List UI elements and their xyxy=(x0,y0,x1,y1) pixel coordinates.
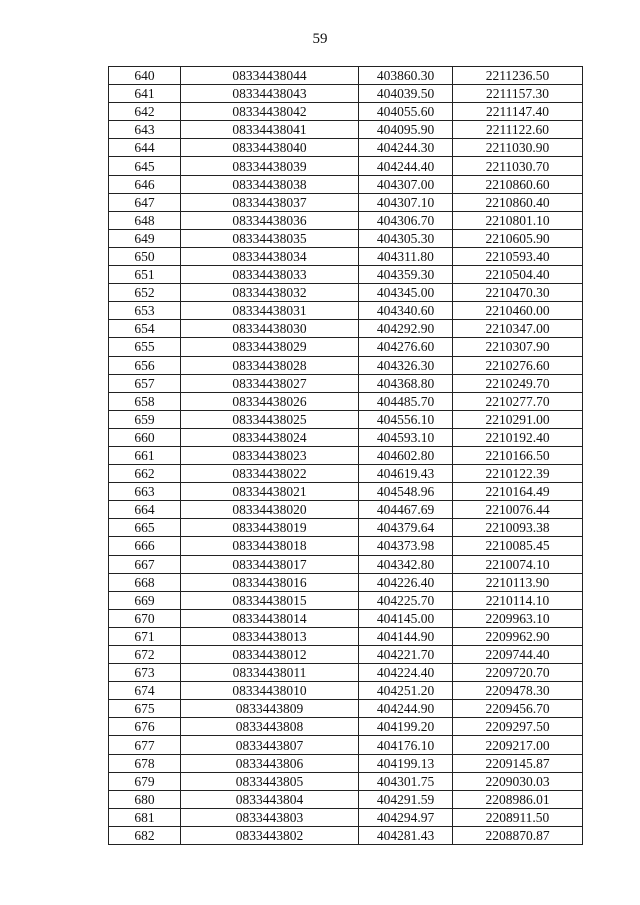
parcel-code-cell: 08334438032 xyxy=(181,284,359,302)
row-number-cell: 659 xyxy=(109,410,181,428)
x-coordinate-cell: 404244.40 xyxy=(359,157,453,175)
table-row xyxy=(109,284,583,302)
row-number-cell: 670 xyxy=(109,609,181,627)
x-coordinate-cell: 404311.80 xyxy=(359,247,453,265)
y-coordinate-cell: 2211030.70 xyxy=(453,157,583,175)
table-row xyxy=(109,483,583,501)
row-number-cell: 665 xyxy=(109,519,181,537)
y-coordinate-cell: 2211147.40 xyxy=(453,103,583,121)
parcel-code-cell: 08334438015 xyxy=(181,591,359,609)
row-number-cell: 664 xyxy=(109,501,181,519)
table-row xyxy=(109,229,583,247)
parcel-code-cell: 0833443803 xyxy=(181,808,359,826)
parcel-code-cell: 08334438030 xyxy=(181,320,359,338)
row-number-cell: 642 xyxy=(109,103,181,121)
x-coordinate-cell: 404548.96 xyxy=(359,483,453,501)
y-coordinate-cell: 2208870.87 xyxy=(453,826,583,844)
parcel-code-cell: 08334438034 xyxy=(181,247,359,265)
coordinates-table xyxy=(108,66,583,845)
row-number-cell: 660 xyxy=(109,428,181,446)
x-coordinate-cell: 404294.97 xyxy=(359,808,453,826)
x-coordinate-cell: 404224.40 xyxy=(359,664,453,682)
y-coordinate-cell: 2210093.38 xyxy=(453,519,583,537)
x-coordinate-cell: 404176.10 xyxy=(359,736,453,754)
table-row xyxy=(109,211,583,229)
x-coordinate-cell: 404379.64 xyxy=(359,519,453,537)
row-number-cell: 657 xyxy=(109,374,181,392)
parcel-code-cell: 08334438017 xyxy=(181,555,359,573)
x-coordinate-cell: 404326.30 xyxy=(359,356,453,374)
x-coordinate-cell: 404307.10 xyxy=(359,193,453,211)
y-coordinate-cell: 2210460.00 xyxy=(453,302,583,320)
table-row xyxy=(109,754,583,772)
parcel-code-cell: 08334438026 xyxy=(181,392,359,410)
y-coordinate-cell: 2209720.70 xyxy=(453,664,583,682)
x-coordinate-cell: 404305.30 xyxy=(359,229,453,247)
y-coordinate-cell: 2209217.00 xyxy=(453,736,583,754)
table-row xyxy=(109,446,583,464)
x-coordinate-cell: 404602.80 xyxy=(359,446,453,464)
y-coordinate-cell: 2210593.40 xyxy=(453,247,583,265)
parcel-code-cell: 08334438042 xyxy=(181,103,359,121)
table-row xyxy=(109,700,583,718)
table-row xyxy=(109,519,583,537)
y-coordinate-cell: 2210860.60 xyxy=(453,175,583,193)
x-coordinate-cell: 404244.90 xyxy=(359,700,453,718)
table-body xyxy=(109,67,583,845)
x-coordinate-cell: 404039.50 xyxy=(359,85,453,103)
x-coordinate-cell: 404225.70 xyxy=(359,591,453,609)
x-coordinate-cell: 404251.20 xyxy=(359,682,453,700)
row-number-cell: 663 xyxy=(109,483,181,501)
y-coordinate-cell: 2209145.87 xyxy=(453,754,583,772)
row-number-cell: 651 xyxy=(109,266,181,284)
row-number-cell: 669 xyxy=(109,591,181,609)
y-coordinate-cell: 2209962.90 xyxy=(453,627,583,645)
x-coordinate-cell: 404359.30 xyxy=(359,266,453,284)
parcel-code-cell: 08334438011 xyxy=(181,664,359,682)
table-row xyxy=(109,664,583,682)
parcel-code-cell: 0833443806 xyxy=(181,754,359,772)
parcel-code-cell: 08334438014 xyxy=(181,609,359,627)
x-coordinate-cell: 404276.60 xyxy=(359,338,453,356)
x-coordinate-cell: 404306.70 xyxy=(359,211,453,229)
x-coordinate-cell: 404556.10 xyxy=(359,410,453,428)
parcel-code-cell: 08334438033 xyxy=(181,266,359,284)
parcel-code-cell: 08334438037 xyxy=(181,193,359,211)
table-row xyxy=(109,356,583,374)
row-number-cell: 678 xyxy=(109,754,181,772)
table-row xyxy=(109,772,583,790)
y-coordinate-cell: 2208986.01 xyxy=(453,790,583,808)
table-row xyxy=(109,374,583,392)
table-row xyxy=(109,790,583,808)
table-row xyxy=(109,247,583,265)
parcel-code-cell: 08334438029 xyxy=(181,338,359,356)
x-coordinate-cell: 404345.00 xyxy=(359,284,453,302)
table-row xyxy=(109,591,583,609)
table-row xyxy=(109,121,583,139)
x-coordinate-cell: 404145.00 xyxy=(359,609,453,627)
row-number-cell: 676 xyxy=(109,718,181,736)
x-coordinate-cell: 404301.75 xyxy=(359,772,453,790)
parcel-code-cell: 08334438013 xyxy=(181,627,359,645)
row-number-cell: 640 xyxy=(109,67,181,85)
y-coordinate-cell: 2210605.90 xyxy=(453,229,583,247)
row-number-cell: 662 xyxy=(109,465,181,483)
parcel-code-cell: 08334438024 xyxy=(181,428,359,446)
y-coordinate-cell: 2210122.39 xyxy=(453,465,583,483)
y-coordinate-cell: 2209030.03 xyxy=(453,772,583,790)
row-number-cell: 645 xyxy=(109,157,181,175)
table-row xyxy=(109,627,583,645)
row-number-cell: 677 xyxy=(109,736,181,754)
x-coordinate-cell: 404244.30 xyxy=(359,139,453,157)
parcel-code-cell: 08334438040 xyxy=(181,139,359,157)
parcel-code-cell: 08334438041 xyxy=(181,121,359,139)
row-number-cell: 673 xyxy=(109,664,181,682)
parcel-code-cell: 08334438031 xyxy=(181,302,359,320)
parcel-code-cell: 08334438016 xyxy=(181,573,359,591)
x-coordinate-cell: 404467.69 xyxy=(359,501,453,519)
table-row xyxy=(109,826,583,844)
parcel-code-cell: 0833443809 xyxy=(181,700,359,718)
table-row xyxy=(109,428,583,446)
y-coordinate-cell: 2210113.90 xyxy=(453,573,583,591)
x-coordinate-cell: 404340.60 xyxy=(359,302,453,320)
table-row xyxy=(109,808,583,826)
parcel-code-cell: 08334438025 xyxy=(181,410,359,428)
table-row xyxy=(109,193,583,211)
row-number-cell: 661 xyxy=(109,446,181,464)
y-coordinate-cell: 2209297.50 xyxy=(453,718,583,736)
page-number: 59 xyxy=(312,31,328,47)
x-coordinate-cell: 404281.43 xyxy=(359,826,453,844)
x-coordinate-cell: 404095.90 xyxy=(359,121,453,139)
row-number-cell: 649 xyxy=(109,229,181,247)
table-row xyxy=(109,555,583,573)
row-number-cell: 650 xyxy=(109,247,181,265)
y-coordinate-cell: 2210166.50 xyxy=(453,446,583,464)
row-number-cell: 682 xyxy=(109,826,181,844)
y-coordinate-cell: 2210192.40 xyxy=(453,428,583,446)
table-row xyxy=(109,157,583,175)
parcel-code-cell: 08334438044 xyxy=(181,67,359,85)
row-number-cell: 647 xyxy=(109,193,181,211)
row-number-cell: 668 xyxy=(109,573,181,591)
row-number-cell: 674 xyxy=(109,682,181,700)
table-row xyxy=(109,302,583,320)
y-coordinate-cell: 2210249.70 xyxy=(453,374,583,392)
parcel-code-cell: 08334438022 xyxy=(181,465,359,483)
y-coordinate-cell: 2210074.10 xyxy=(453,555,583,573)
x-coordinate-cell: 404368.80 xyxy=(359,374,453,392)
row-number-cell: 667 xyxy=(109,555,181,573)
y-coordinate-cell: 2210470.30 xyxy=(453,284,583,302)
parcel-code-cell: 08334438028 xyxy=(181,356,359,374)
y-coordinate-cell: 2209963.10 xyxy=(453,609,583,627)
x-coordinate-cell: 403860.30 xyxy=(359,67,453,85)
x-coordinate-cell: 404226.40 xyxy=(359,573,453,591)
row-number-cell: 675 xyxy=(109,700,181,718)
table-row xyxy=(109,609,583,627)
x-coordinate-cell: 404199.13 xyxy=(359,754,453,772)
y-coordinate-cell: 2211030.90 xyxy=(453,139,583,157)
parcel-code-cell: 08334438038 xyxy=(181,175,359,193)
y-coordinate-cell: 2210114.10 xyxy=(453,591,583,609)
table-row xyxy=(109,320,583,338)
row-number-cell: 648 xyxy=(109,211,181,229)
x-coordinate-cell: 404619.43 xyxy=(359,465,453,483)
table-row xyxy=(109,736,583,754)
y-coordinate-cell: 2211236.50 xyxy=(453,67,583,85)
row-number-cell: 646 xyxy=(109,175,181,193)
parcel-code-cell: 08334438027 xyxy=(181,374,359,392)
row-number-cell: 679 xyxy=(109,772,181,790)
parcel-code-cell: 08334438043 xyxy=(181,85,359,103)
x-coordinate-cell: 404342.80 xyxy=(359,555,453,573)
y-coordinate-cell: 2211122.60 xyxy=(453,121,583,139)
table-row xyxy=(109,392,583,410)
row-number-cell: 653 xyxy=(109,302,181,320)
y-coordinate-cell: 2208911.50 xyxy=(453,808,583,826)
y-coordinate-cell: 2209456.70 xyxy=(453,700,583,718)
x-coordinate-cell: 404291.59 xyxy=(359,790,453,808)
y-coordinate-cell: 2210076.44 xyxy=(453,501,583,519)
row-number-cell: 643 xyxy=(109,121,181,139)
table-row xyxy=(109,537,583,555)
y-coordinate-cell: 2209744.40 xyxy=(453,646,583,664)
parcel-code-cell: 08334438019 xyxy=(181,519,359,537)
parcel-code-cell: 0833443808 xyxy=(181,718,359,736)
table-row xyxy=(109,338,583,356)
x-coordinate-cell: 404199.20 xyxy=(359,718,453,736)
x-coordinate-cell: 404485.70 xyxy=(359,392,453,410)
row-number-cell: 652 xyxy=(109,284,181,302)
parcel-code-cell: 08334438021 xyxy=(181,483,359,501)
y-coordinate-cell: 2210307.90 xyxy=(453,338,583,356)
y-coordinate-cell: 2210504.40 xyxy=(453,266,583,284)
table-row xyxy=(109,266,583,284)
x-coordinate-cell: 404373.98 xyxy=(359,537,453,555)
parcel-code-cell: 08334438018 xyxy=(181,537,359,555)
row-number-cell: 680 xyxy=(109,790,181,808)
row-number-cell: 655 xyxy=(109,338,181,356)
parcel-code-cell: 08334438035 xyxy=(181,229,359,247)
table-row xyxy=(109,175,583,193)
parcel-code-cell: 08334438012 xyxy=(181,646,359,664)
table-row xyxy=(109,139,583,157)
table-row xyxy=(109,410,583,428)
y-coordinate-cell: 2210860.40 xyxy=(453,193,583,211)
y-coordinate-cell: 2210347.00 xyxy=(453,320,583,338)
x-coordinate-cell: 404307.00 xyxy=(359,175,453,193)
y-coordinate-cell: 2210164.49 xyxy=(453,483,583,501)
parcel-code-cell: 08334438020 xyxy=(181,501,359,519)
table-row xyxy=(109,103,583,121)
x-coordinate-cell: 404221.70 xyxy=(359,646,453,664)
table-row xyxy=(109,718,583,736)
table-row xyxy=(109,67,583,85)
row-number-cell: 666 xyxy=(109,537,181,555)
row-number-cell: 654 xyxy=(109,320,181,338)
parcel-code-cell: 0833443802 xyxy=(181,826,359,844)
table-row xyxy=(109,682,583,700)
parcel-code-cell: 08334438010 xyxy=(181,682,359,700)
table-row xyxy=(109,501,583,519)
y-coordinate-cell: 2211157.30 xyxy=(453,85,583,103)
parcel-code-cell: 0833443805 xyxy=(181,772,359,790)
y-coordinate-cell: 2210276.60 xyxy=(453,356,583,374)
y-coordinate-cell: 2210277.70 xyxy=(453,392,583,410)
x-coordinate-cell: 404593.10 xyxy=(359,428,453,446)
y-coordinate-cell: 2210085.45 xyxy=(453,537,583,555)
row-number-cell: 658 xyxy=(109,392,181,410)
table-row xyxy=(109,465,583,483)
parcel-code-cell: 08334438036 xyxy=(181,211,359,229)
row-number-cell: 671 xyxy=(109,627,181,645)
x-coordinate-cell: 404292.90 xyxy=(359,320,453,338)
row-number-cell: 656 xyxy=(109,356,181,374)
parcel-code-cell: 08334438039 xyxy=(181,157,359,175)
y-coordinate-cell: 2209478.30 xyxy=(453,682,583,700)
row-number-cell: 681 xyxy=(109,808,181,826)
parcel-code-cell: 08334438023 xyxy=(181,446,359,464)
row-number-cell: 641 xyxy=(109,85,181,103)
table-row xyxy=(109,85,583,103)
parcel-code-cell: 0833443807 xyxy=(181,736,359,754)
table-row xyxy=(109,573,583,591)
x-coordinate-cell: 404144.90 xyxy=(359,627,453,645)
table-row xyxy=(109,646,583,664)
x-coordinate-cell: 404055.60 xyxy=(359,103,453,121)
row-number-cell: 644 xyxy=(109,139,181,157)
parcel-code-cell: 0833443804 xyxy=(181,790,359,808)
row-number-cell: 672 xyxy=(109,646,181,664)
y-coordinate-cell: 2210801.10 xyxy=(453,211,583,229)
y-coordinate-cell: 2210291.00 xyxy=(453,410,583,428)
